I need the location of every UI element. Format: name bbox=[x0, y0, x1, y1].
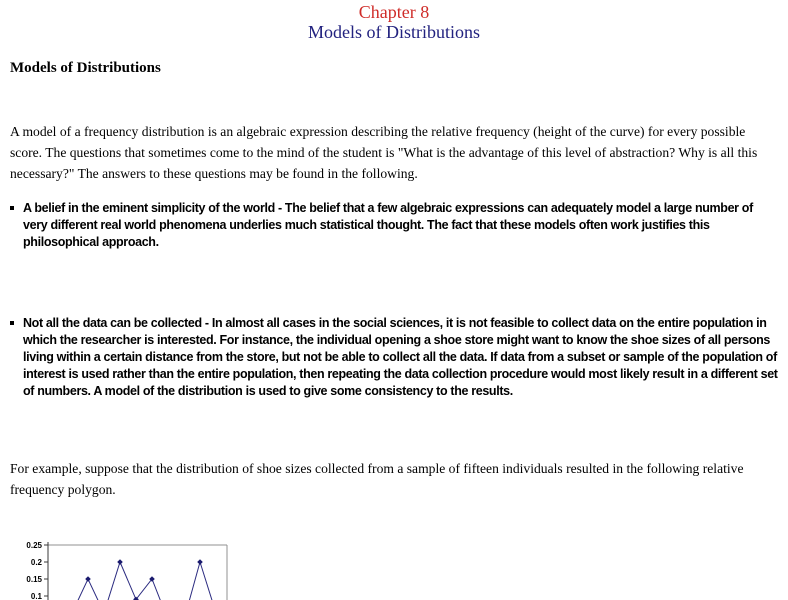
data-point-marker bbox=[117, 559, 123, 565]
y-tick-label: 0.25 bbox=[26, 541, 42, 550]
bullet-item-data-collection bbox=[10, 315, 778, 400]
frequency-polygon-chart bbox=[0, 538, 240, 600]
y-tick-label: 0.1 bbox=[30, 592, 42, 600]
bullet-square-icon bbox=[10, 321, 14, 325]
data-point-marker bbox=[85, 576, 91, 582]
bullet-square-icon bbox=[10, 206, 14, 210]
section-heading: Models of Distributions bbox=[10, 60, 161, 76]
y-tick-label: 0.15 bbox=[26, 575, 42, 584]
frequency-polygon-svg bbox=[0, 538, 240, 600]
bullet-text: Not all the data can be collected - In almost all cases in the social sciences, it is not feasible to collect data on the entire population in which the researcher is interested. For instance, the individual opening a shoe store might want to know the shoe sizes of all persons living within a certain distance from the store, but not be able to collect all the data. If data from a subset or sample of the population of interest is used rather than the entire population, then repeating the data collection procedure would most likely result in a different set of numbers. A model of the distribution is used to give some consistency to the results. bbox=[23, 316, 778, 398]
frequency-polygon-line bbox=[72, 562, 216, 600]
chapter-title: Chapter 8 bbox=[358, 2, 430, 22]
intro-paragraph: A model of a frequency distribution is an algebraic expression describing the relative frequency (height of the curve) for every possible score. The questions that sometimes come to the mind of the student is "What is the advantage of this level of abstraction? Why is all this necessary?" The answers to these questions may be found in the following. bbox=[10, 124, 758, 181]
example-paragraph: For example, suppose that the distribution of shoe sizes collected from a sample of fifteen individuals resulted in the following relative frequency polygon. bbox=[10, 461, 744, 497]
bullet-text: A belief in the eminent simplicity of the world - The belief that a few algebraic expressions can adequately model a large number of very different real world phenomena underlies much statistical thought. The fact that these models often work justifies this philosophical approach. bbox=[23, 201, 753, 249]
bullet-item-simplicity bbox=[10, 200, 778, 251]
data-point-marker bbox=[197, 559, 203, 565]
y-tick-label: 0.2 bbox=[30, 558, 42, 567]
chapter-subtitle: Models of Distributions bbox=[307, 22, 480, 42]
